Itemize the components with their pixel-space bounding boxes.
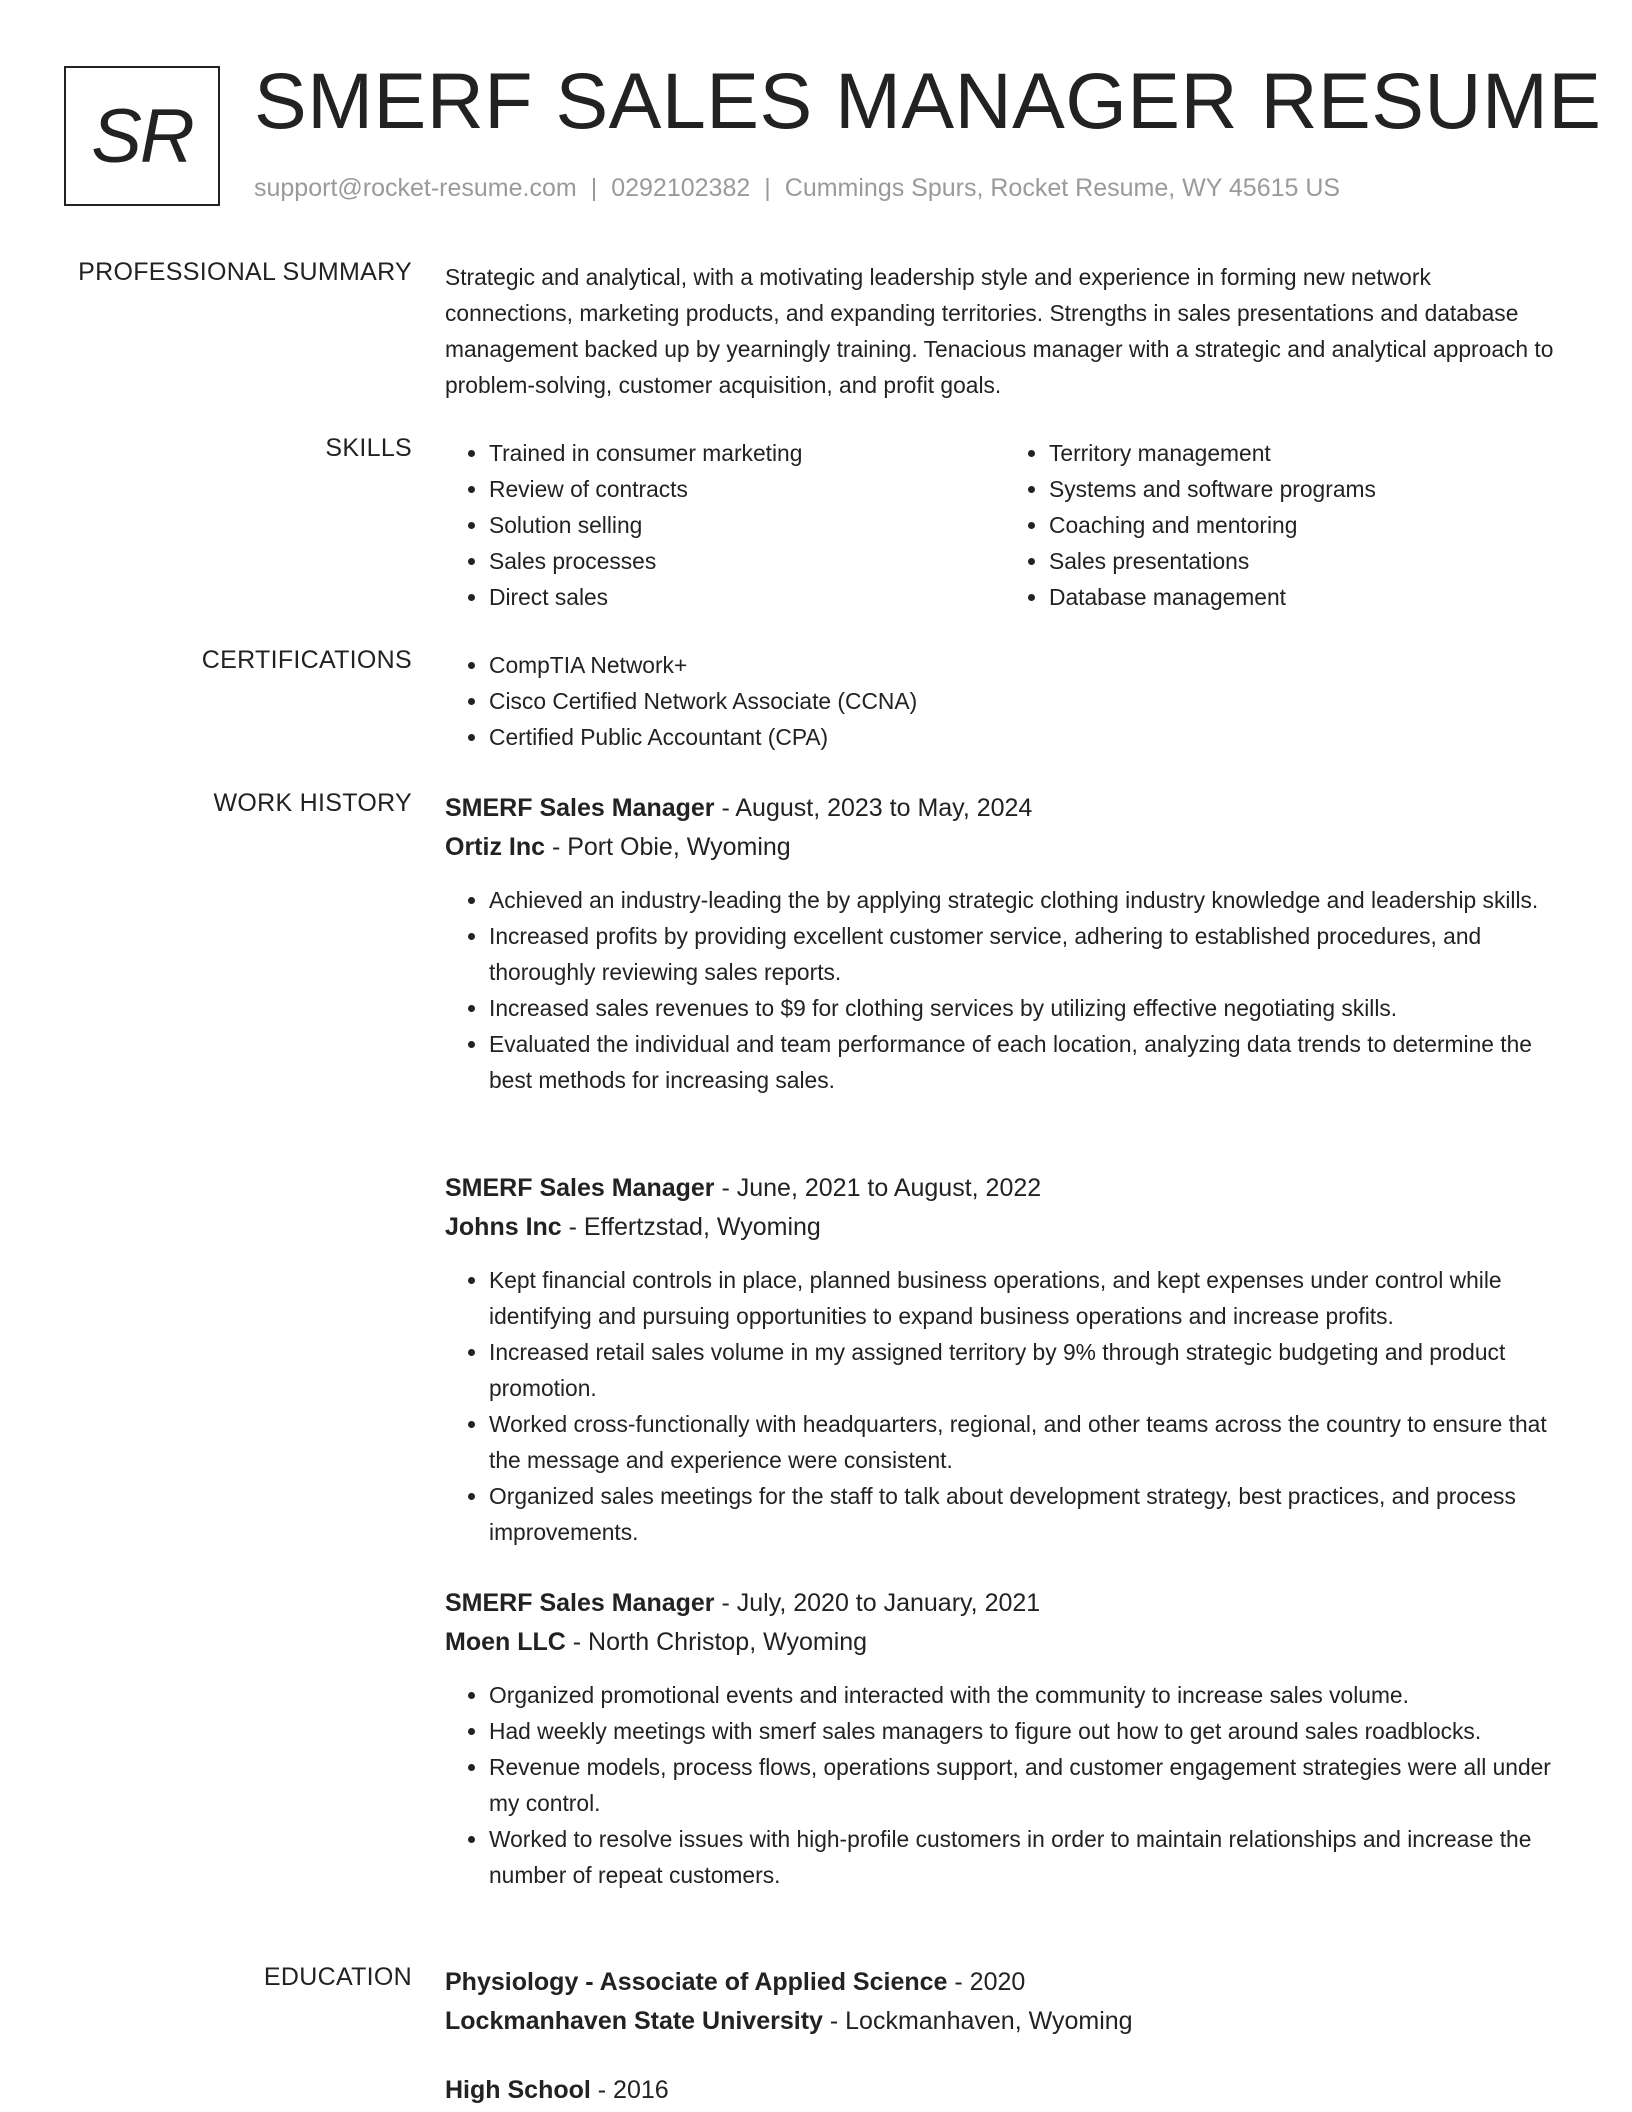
list-item: • Increased retail sales volume in my assigned territory by 9% through strategic budgeting and product promotion. bbox=[489, 1334, 1565, 1406]
list-item: • Review of contracts bbox=[489, 471, 1005, 507]
degree-name: Physiology - Associate of Applied Science bbox=[445, 1968, 948, 1996]
job-entry bbox=[445, 1584, 1565, 1893]
degree-line-2 bbox=[445, 2071, 1565, 2110]
job-location: - Port Obie, Wyoming bbox=[545, 833, 791, 861]
contact-address: Cummings Spurs, Rocket Resume, WY 45615 US bbox=[784, 174, 1341, 202]
job-company: Johns Inc bbox=[445, 1213, 562, 1241]
contact-phone: 0292102382 bbox=[611, 174, 751, 202]
job-company-line bbox=[445, 828, 1565, 867]
job-company-line bbox=[445, 1208, 1565, 1247]
list-item: • Kept financial controls in place, planned business operations, and kept expenses under control while identifying and pursuing opportunities to expand business operations and increase profits. bbox=[489, 1262, 1565, 1334]
list-item: • Increased sales revenues to $9 for clothing services by utilizing effective negotiating skills. bbox=[489, 990, 1565, 1026]
list-item: • Organized sales meetings for the staff to talk about development strategy, best practices, and process improvements. bbox=[489, 1478, 1565, 1550]
list-item: • Trained in consumer marketing bbox=[489, 435, 1005, 471]
section-label: WORK HISTORY bbox=[213, 789, 412, 817]
monogram-box bbox=[64, 66, 220, 206]
job-header bbox=[445, 789, 1565, 828]
skills-list bbox=[445, 435, 1005, 615]
work-history-body bbox=[445, 1584, 1565, 1893]
list-item: • Worked to resolve issues with high-profile customers in order to maintain relationships and increase the number of repeat customers. bbox=[489, 1821, 1565, 1893]
skills-list bbox=[1005, 435, 1565, 615]
contact-email: support@rocket-resume.com bbox=[254, 174, 577, 202]
job-entry bbox=[445, 1169, 1565, 1550]
degree-year: - 2016 bbox=[590, 2076, 669, 2104]
job-bullets bbox=[445, 1262, 1565, 1550]
job-bullets bbox=[445, 1677, 1565, 1893]
section-label: PROFESSIONAL SUMMARY bbox=[78, 258, 412, 286]
school-name: Lockmanhaven State University bbox=[445, 2007, 823, 2035]
contact-separator: | bbox=[764, 174, 771, 202]
school-location: - Lockmanhaven, Wyoming bbox=[822, 2007, 1133, 2035]
job-bullets bbox=[445, 882, 1565, 1098]
list-item: • Cisco Certified Network Associate (CCNA) bbox=[489, 683, 1565, 719]
job-company: Ortiz Inc bbox=[445, 833, 546, 861]
list-item: • CompTIA Network+ bbox=[489, 647, 1565, 683]
list-item: • Had weekly meetings with smerf sales managers to figure out how to get around sales roadblocks. bbox=[489, 1713, 1565, 1749]
job-dates: - June, 2021 to August, 2022 bbox=[714, 1174, 1042, 1202]
skills-body bbox=[445, 435, 1565, 615]
degree-name: High School bbox=[445, 2076, 591, 2104]
school-line bbox=[445, 2002, 1565, 2041]
list-item: • Achieved an industry-leading the by applying strategic clothing industry knowledge and leadership skills. bbox=[489, 882, 1565, 918]
degree-line bbox=[445, 1963, 1565, 2002]
list-item: • Systems and software programs bbox=[1049, 471, 1565, 507]
list-item: • Sales presentations bbox=[1049, 543, 1565, 579]
section-label: SKILLS bbox=[325, 434, 412, 462]
education-body bbox=[445, 1963, 1565, 2110]
contact-line bbox=[254, 174, 1340, 203]
degree-year: - 2020 bbox=[947, 1968, 1026, 1996]
certifications-body bbox=[445, 647, 1565, 755]
work-history-body bbox=[445, 1169, 1565, 1550]
list-item: • Evaluated the individual and team performance of each location, analyzing data trends to determine the best methods for increasing sales. bbox=[489, 1026, 1565, 1098]
list-item: • Certified Public Accountant (CPA) bbox=[489, 719, 1565, 755]
list-item: • Increased profits by providing excellent customer service, adhering to established procedures, and thoroughly reviewing sales reports. bbox=[489, 918, 1565, 990]
job-company: Moen LLC bbox=[445, 1628, 566, 1656]
list-item: • Worked cross-functionally with headquarters, regional, and other teams across the country to ensure that the message and experience were consistent. bbox=[489, 1406, 1565, 1478]
list-item: • Database management bbox=[1049, 579, 1565, 615]
resume-title: SMERF SALES MANAGER RESUME bbox=[254, 56, 1602, 145]
contact-separator: | bbox=[590, 174, 598, 202]
job-company-line bbox=[445, 1623, 1565, 1662]
job-header bbox=[445, 1169, 1565, 1208]
section-label: EDUCATION bbox=[263, 1963, 412, 1991]
list-item: • Sales processes bbox=[489, 543, 1005, 579]
job-dates: - August, 2023 to May, 2024 bbox=[714, 794, 1033, 822]
section-label: CERTIFICATIONS bbox=[201, 646, 412, 674]
certifications-list bbox=[445, 647, 1565, 755]
job-location: - Effertzstad, Wyoming bbox=[561, 1213, 821, 1241]
summary-text: Strategic and analytical, with a motivating leadership style and experience in forming new network connections, marketing products, and expanding territories. Strengths in sales presentations and database management backed up by yearningly training. Tenacious manager with a strategic and analytical approach to problem-solving, customer acquisition, and profit goals. bbox=[445, 264, 1554, 398]
list-item: • Direct sales bbox=[489, 579, 1005, 615]
job-header bbox=[445, 1584, 1565, 1623]
job-title: SMERF Sales Manager bbox=[445, 1174, 715, 1202]
job-location: - North Christop, Wyoming bbox=[565, 1628, 868, 1656]
job-entry bbox=[445, 789, 1565, 1098]
job-title: SMERF Sales Manager bbox=[445, 1589, 715, 1617]
job-title: SMERF Sales Manager bbox=[445, 794, 715, 822]
work-history-body bbox=[445, 789, 1565, 1098]
list-item: • Territory management bbox=[1049, 435, 1565, 471]
monogram-initials: SR bbox=[91, 93, 193, 179]
list-item: • Revenue models, process flows, operations support, and customer engagement strategies were all under my control. bbox=[489, 1749, 1565, 1821]
list-item: • Coaching and mentoring bbox=[1049, 507, 1565, 543]
list-item: • Solution selling bbox=[489, 507, 1005, 543]
summary-body bbox=[445, 259, 1565, 403]
job-dates: - July, 2020 to January, 2021 bbox=[714, 1589, 1041, 1617]
list-item: • Organized promotional events and interacted with the community to increase sales volume. bbox=[489, 1677, 1565, 1713]
